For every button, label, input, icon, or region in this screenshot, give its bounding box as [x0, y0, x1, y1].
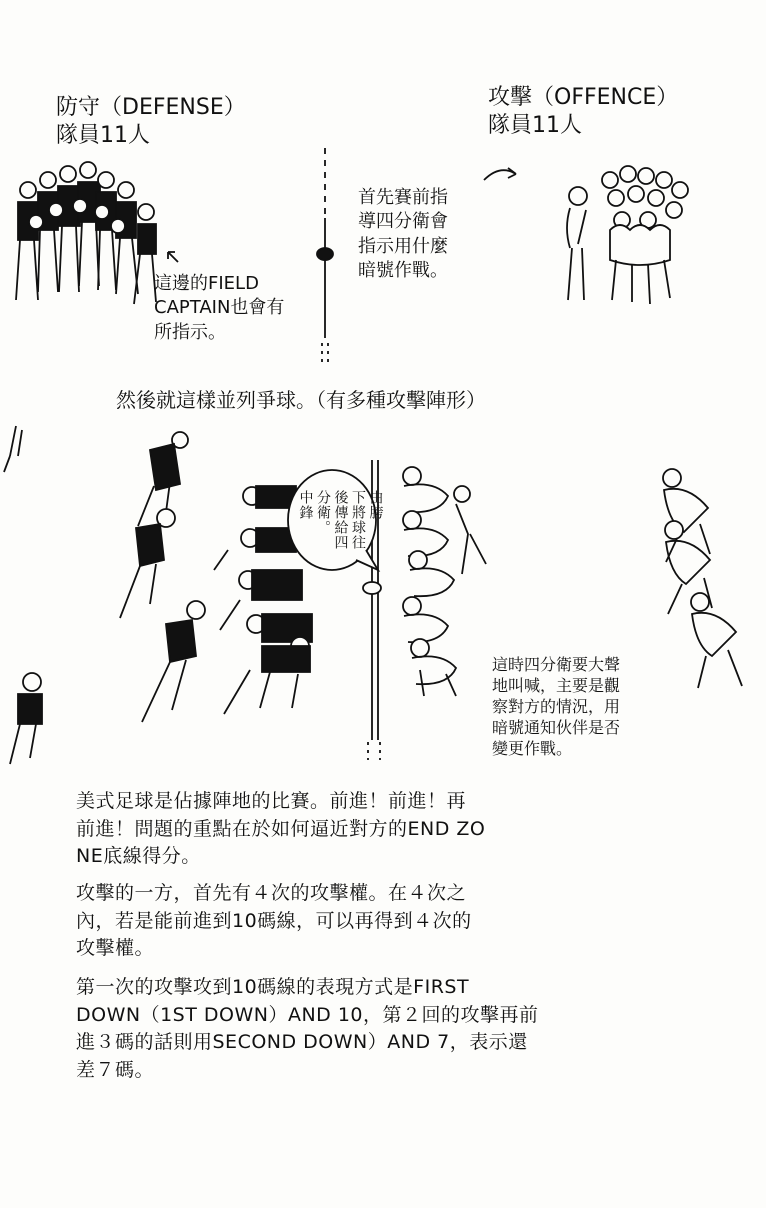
- center-snap-line5: 中鋒: [297, 490, 314, 520]
- body-paragraph-2-line1: 攻擊的一方，首先有４次的攻擊權。在４次之: [76, 882, 467, 904]
- quarterback-huddle-note-line1: 首先賽前指: [358, 187, 448, 208]
- body-paragraph-3: [76, 974, 539, 1084]
- quarterback-call-note-line1: 這時四分衛要大聲: [492, 655, 621, 674]
- offense-arrow: [482, 164, 522, 184]
- quarterback-call-note-line3: 察對方的情況，用: [492, 697, 621, 717]
- offense-title-line2: 隊員11人: [488, 112, 582, 138]
- defense-title-line1: 防守（DEFENSE）: [56, 95, 246, 120]
- quarterback-huddle-note: [358, 186, 448, 283]
- quarterback-huddle-note-line2: 導四分衛會: [358, 211, 448, 233]
- body-paragraph-1-line1: 美式足球是佔據陣地的比賽。前進！前進！再: [76, 790, 467, 812]
- offense-title-line1: 攻擊（OFFENCE）: [488, 85, 679, 110]
- body-paragraph-1-line2: 前進！問題的重點在於如何逼近對方的END ZO: [76, 817, 486, 840]
- quarterback-call-note-line2: 地叫喊，主要是觀: [492, 676, 621, 696]
- body-paragraph-1-line3: NE底線得分。: [76, 845, 201, 868]
- offense-title: [488, 84, 678, 139]
- field-captain-note-line2: CAPTAIN也會有: [154, 297, 285, 319]
- center-snap-line1: 由胯: [367, 490, 384, 520]
- football-icon: [317, 248, 333, 260]
- field-captain-note: [154, 272, 284, 345]
- field-captain-note-line1: 這邊的FIELD: [154, 273, 259, 294]
- body-paragraph-2: [76, 880, 472, 963]
- body-paragraph-1: [76, 788, 485, 871]
- line-of-scrimmage-top: [315, 148, 335, 368]
- center-snap-line3: 後傳給四: [332, 490, 349, 550]
- quarterback-call-note-line4: 暗號通知伙伴是否: [492, 718, 621, 738]
- body-paragraph-3-line2: DOWN（1ST DOWN）AND 10，第２回的攻擊再前: [76, 1003, 539, 1026]
- offense-huddle-players: [567, 166, 688, 304]
- center-snap-line2: 下將球往: [350, 490, 366, 550]
- defense-huddle-illustration: [6, 150, 166, 320]
- scrimmage-illustration: [0, 420, 766, 780]
- body-paragraph-3-line3: 進３碼的話則用SECOND DOWN）AND 7，表示還: [76, 1031, 528, 1054]
- field-captain-arrow: [164, 248, 184, 268]
- quarterback-call-note-line5: 變更作戰。: [492, 739, 573, 759]
- center-snap-bubble: [296, 490, 384, 576]
- defense-huddle-players: [16, 162, 156, 304]
- offense-huddle-illustration: [540, 160, 700, 310]
- quarterback-huddle-note-line3: 指示用什麼: [358, 235, 448, 257]
- body-paragraph-2-line3: 攻擊權。: [76, 937, 155, 960]
- quarterback-huddle-note-line4: 暗號作戰。: [358, 259, 448, 281]
- body-paragraph-3-line1: 第一次的攻擊攻到10碼線的表現方式是FIRST: [76, 976, 470, 998]
- defense-title-line2: 隊員11人: [56, 122, 150, 148]
- center-snap-line4: 分衛。: [315, 490, 331, 535]
- field-captain-note-line3: 所指示。: [154, 321, 226, 343]
- quarterback-call-note: [492, 654, 620, 760]
- body-paragraph-2-line2: 內，若是能前進到10碼線，可以再得到４次的: [76, 909, 472, 932]
- body-paragraph-3-line4: 差７碼。: [76, 1058, 155, 1081]
- football-snap-icon: [363, 582, 381, 594]
- lineup-caption: 然後就這樣並列爭球。（有多種攻擊陣形）: [116, 388, 486, 412]
- defense-title: [56, 94, 246, 149]
